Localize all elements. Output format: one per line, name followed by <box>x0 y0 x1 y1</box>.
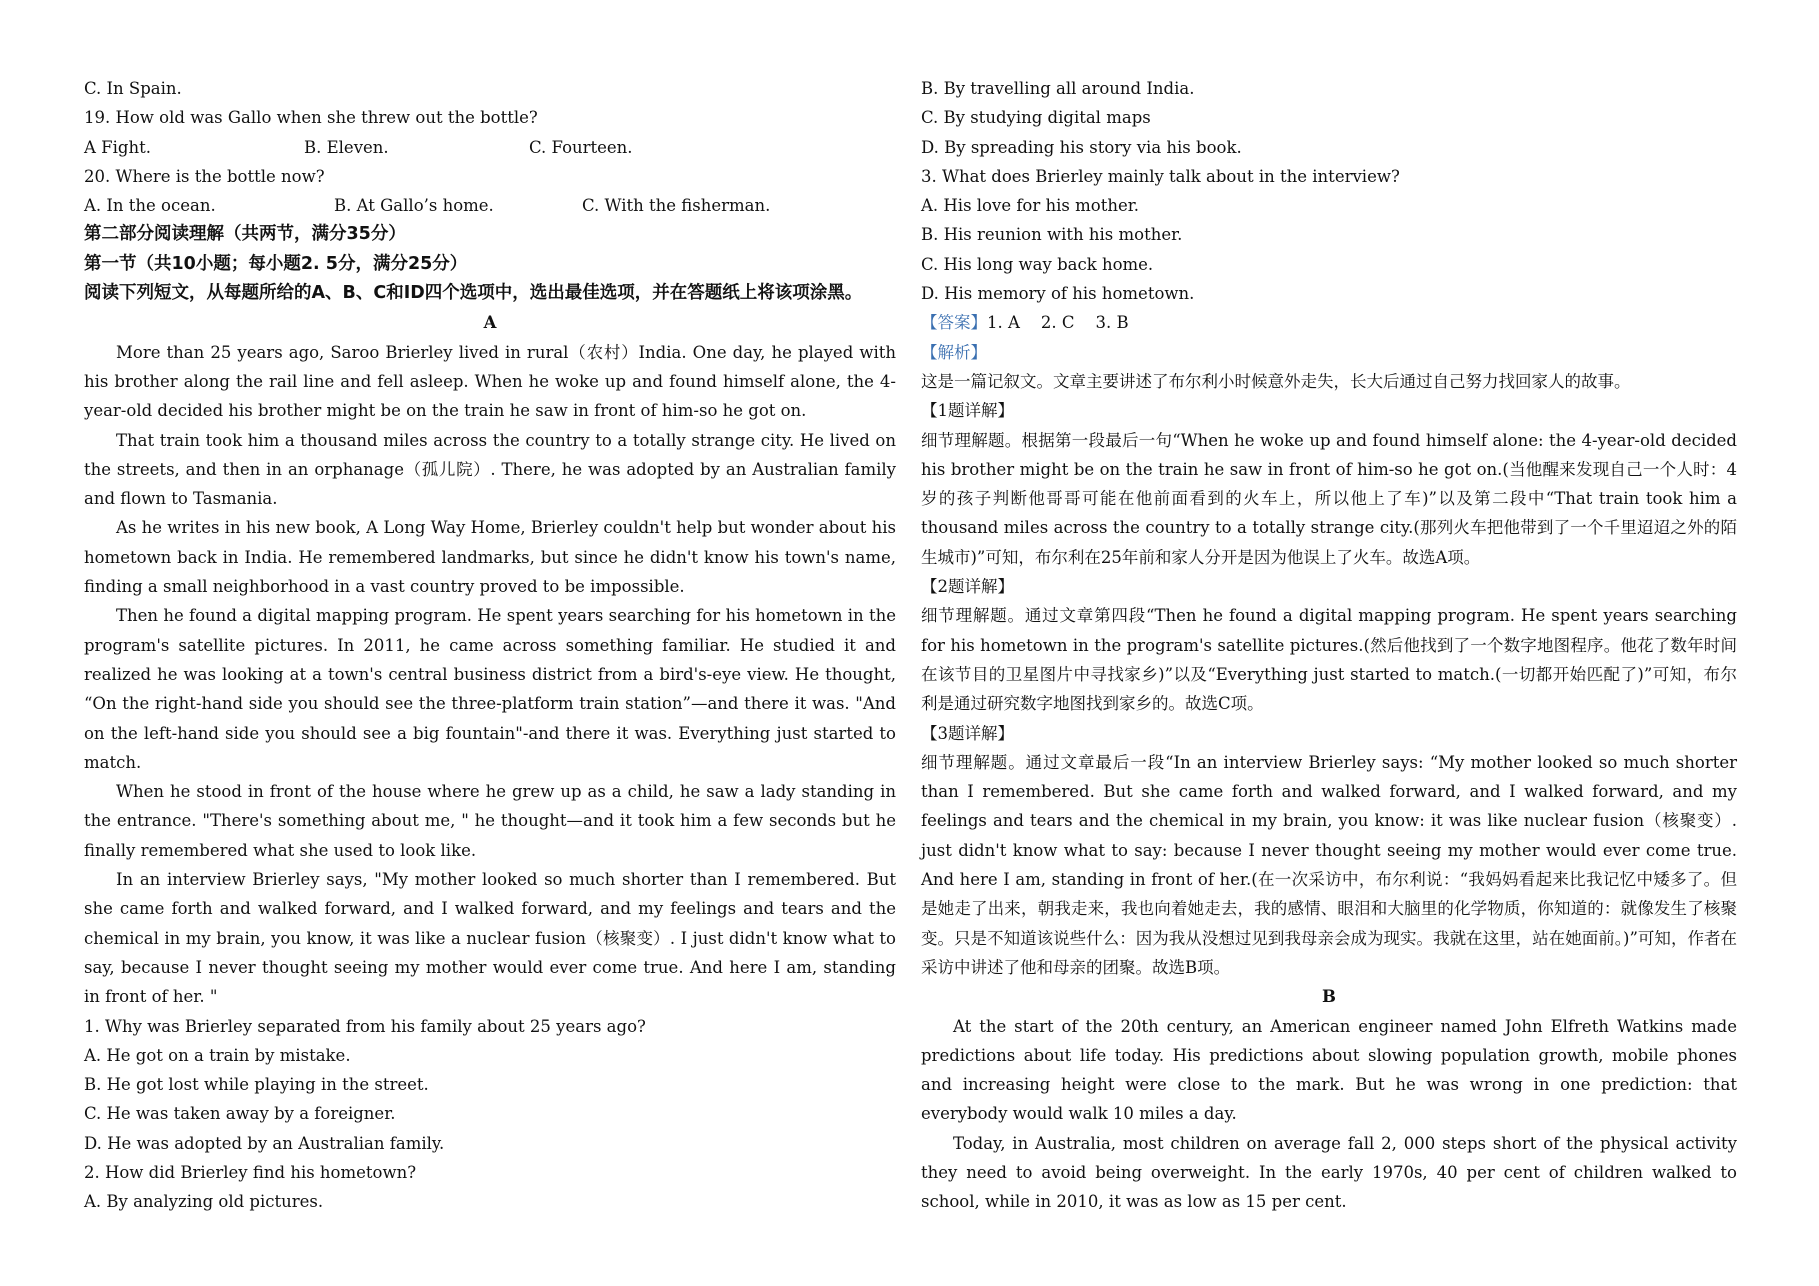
option-a: A. His love for his mother. <box>921 196 1140 216</box>
section1-heading: 第一节（共10小题；每小题2. 5分，满分25分） <box>84 253 468 274</box>
passage-a-paragraph: In an interview Brierley says, "My mother looked so much shorter than I remembered. But she came forth and walked forward, and I walked forward, and my feelings and tears and the chemical in my brain, you know, it was like a nuclear fusion（核聚变）. I just didn't know what to say, because I never thought seeing my mother would ever come true. And here I am, standing in front of her. " <box>84 870 896 1007</box>
detail-3-text: 细节理解题。通过文章最后一段“In an interview Brierley says: “My mother looked so much shorter than I remembered. But she came forth and walked forward, and I walked forward, and my feelings and tears and the chemical in my brain, you know: it was like nuclear fusion（核聚变）. just didn't know what to say: because I never thought seeing my mother would ever come true. And here I am, standing in front of her.(在一次采访中，布尔利说：“我妈妈看起来比我记忆中矮多了。但是她走了出来，朝我走来，我也向着她走去，我的感情、眼泪和大脑里的化学物质，你知道的：就像发生了核聚变。只是不知道该说些什么：因为我从没想过见到我母亲会成为现实。我就在这里，站在她面前。)”可知，作者在采访中讲述了他和母亲的团聚。故选B项。 <box>921 752 1737 977</box>
detail-3-heading: 【3题详解】 <box>921 723 1014 743</box>
passage-a-paragraph: More than 25 years ago, Saroo Brierley lived in rural（农村）India. One day, he played with his brother along the rail line and fell asleep. When he woke up and found himself alone, the 4-year-old decided his brother might be on the train he saw in front of him-so he got on. <box>84 342 896 421</box>
passage-a-title: A <box>483 313 497 333</box>
option-a: A. He got on a train by mistake. <box>84 1045 351 1065</box>
option-c: C. His long way back home. <box>921 254 1154 274</box>
option-d: D. His memory of his hometown. <box>921 284 1195 304</box>
detail-1-heading: 【1题详解】 <box>921 401 1014 421</box>
question-3: 3. What does Brierley mainly talk about in the interview? <box>921 166 1400 186</box>
instructions: 阅读下列短文，从每题所给的A、B、C和ID四个选项中，选出最佳选项，并在答题纸上将该项涂黑。 <box>84 283 863 304</box>
question-2: 2. How did Brierley find his hometown? <box>84 1162 417 1182</box>
question-20-options <box>84 191 896 220</box>
passage-b-paragraph: Today, in Australia, most children on average fall 2, 000 steps short of the physical activity they need to avoid being overweight. In the early 1970s, 40 per cent of children walked to school, while in 2010, it was as low as 15 per cent. <box>921 1133 1737 1212</box>
option-b: B. By travelling all around India. <box>921 79 1195 98</box>
detail-1-text: 细节理解题。根据第一段最后一句“When he woke up and found himself alone: the 4-year-old decided his brother might be on the train he saw in front of him-so he got on.(当他醒来发现自己一个人时：4岁的孩子判断他哥哥可能在他前面看到的火车上，所以他上了车)”以及第二段中“That train took him a thousand miles across the country to a totally strange city.(那列火车把他带到了一个千里迢迢之外的陌生城市)”可知，布尔利在25年前和家人分开是因为他误上了火车。故选A项。 <box>921 430 1737 567</box>
option-b: B. His reunion with his mother. <box>921 225 1183 245</box>
detail-2-heading: 【2题详解】 <box>921 577 1014 597</box>
option-a: A Fight. <box>84 137 151 157</box>
passage-a-paragraph: Then he found a digital mapping program. He spent years searching for his hometown in the program's satellite pictures. In 2011, he came across something familiar. He studied it and realized he was looking at a town's central business district from a bird's-eye view. He thought, “On the right-hand side you should see the three-platform train station”—and there it was. "And on the left-hand side you should see a big fountain"-and there it was. Everything just started to match. <box>84 606 896 772</box>
question-19-options <box>84 133 896 162</box>
option-b: B. At Gallo’s home. <box>334 196 494 216</box>
passage-a-paragraph: That train took him a thousand miles across the country to a totally strange city. He lived on the streets, and then in an orphanage（孤儿院）. There, he was adopted by an Australian family and flown to Tasmania. <box>84 430 896 509</box>
option-c: C. He was taken away by a foreigner. <box>84 1104 396 1124</box>
option-b: B. He got lost while playing in the street. <box>84 1075 429 1095</box>
answer-text: 1. A 2. C 3. B <box>987 313 1129 333</box>
analysis-tag: 【解析】 <box>921 342 987 362</box>
right-column <box>921 74 1737 1217</box>
answer-line <box>921 308 1737 337</box>
analysis-summary: 这是一篇记叙文。文章主要讲述了布尔利小时候意外走失，长大后通过自己努力找回家人的故事。 <box>921 371 1631 391</box>
answer-tag: 【答案】 <box>921 313 987 333</box>
question-20: 20. Where is the bottle now? <box>84 166 325 186</box>
option-a: A. In the ocean. <box>84 196 216 216</box>
option-c: C. By studying digital maps <box>921 108 1151 128</box>
option-d: D. He was adopted by an Australian family. <box>84 1133 445 1153</box>
option-c: C. With the fisherman. <box>582 196 771 216</box>
left-column <box>84 74 896 1217</box>
passage-b-title: B <box>1322 987 1336 1007</box>
option-c: C. Fourteen. <box>529 137 633 157</box>
question-19: 19. How old was Gallo when she threw out the bottle? <box>84 108 538 128</box>
question-1: 1. Why was Brierley separated from his family about 25 years ago? <box>84 1016 646 1036</box>
passage-b-paragraph: At the start of the 20th century, an American engineer named John Elfreth Watkins made predictions about life today. His predictions about slowing population growth, mobile phones and increasing height were close to the mark. But he was wrong in one prediction: that everybody would walk 10 miles a day. <box>921 1016 1737 1124</box>
option-a: A. By analyzing old pictures. <box>84 1192 324 1212</box>
part2-heading: 第二部分阅读理解（共两节，满分35分） <box>84 224 406 245</box>
option-d: D. By spreading his story via his book. <box>921 137 1242 157</box>
passage-a-paragraph: As he writes in his new book, A Long Way Home, Brierley couldn't help but wonder about his hometown back in India. He remembered landmarks, but since he didn't know his town's name, finding a small neighborhood in a vast country proved to be impossible. <box>84 518 896 597</box>
passage-a-paragraph: When he stood in front of the house where he grew up as a child, he saw a lady standing in the entrance. "There's something about me, " he thought—and it took him a few seconds but he finally remembered what she used to look like. <box>84 782 896 860</box>
option-b: B. Eleven. <box>304 137 389 157</box>
option-line: C. In Spain. <box>84 79 182 98</box>
detail-2-text: 细节理解题。通过文章第四段“Then he found a digital mapping program. He spent years searching for his hometown in the program's satellite pictures.(然后他找到了一个数字地图程序。他花了数年时间在该节目的卫星图片中寻找家乡)”以及“Everything just started to match.(一切都开始匹配了)”可知，布尔利是通过研究数字地图找到家乡的。故选C项。 <box>921 606 1737 714</box>
